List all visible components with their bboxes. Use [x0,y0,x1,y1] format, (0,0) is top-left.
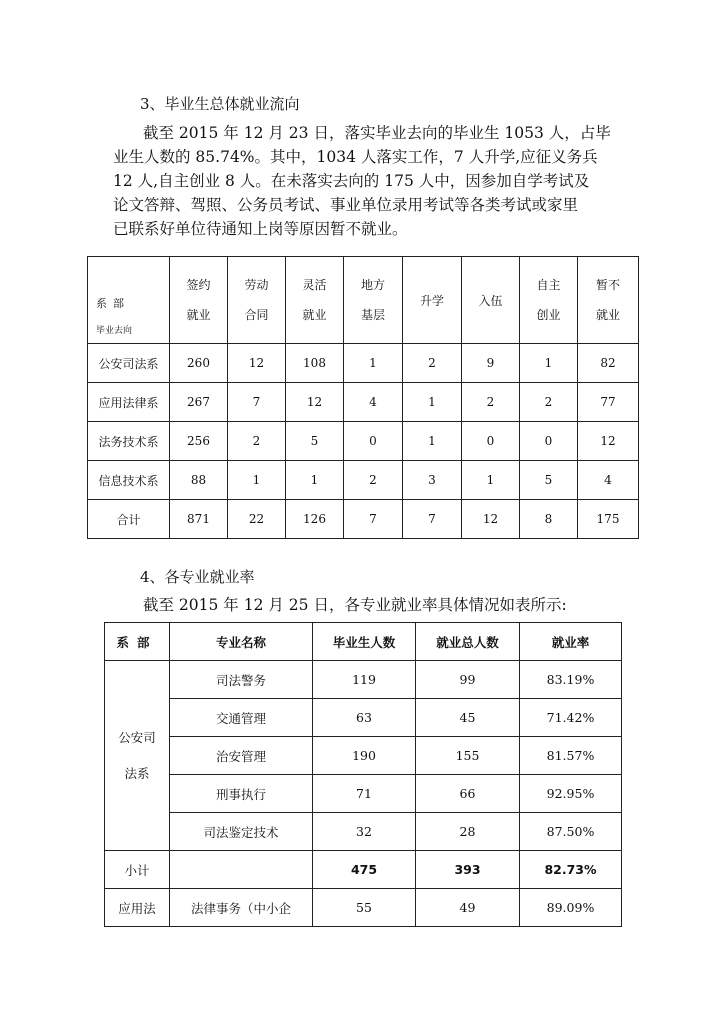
table-row: 应用法律系 267 7 12 4 1 2 2 77 [88,383,639,422]
table2-subtotal-row: 小计 475 393 82.73% [105,851,622,889]
header-major: 专业名称 [170,623,313,661]
table-row: 法务技术系 256 2 5 0 1 0 0 12 [88,422,639,461]
table-row: 公安司 法系 司法警务 119 99 83.19% [105,661,622,699]
section4-line: 截至 2015 年 12 月 25 日，各专业就业率具体情况如表所示: [143,596,567,614]
header-not-employed: 暂不 就业 [578,257,639,344]
graduate-destination-table [87,256,639,539]
paragraph-line-2: 业生人数的 85.74%。其中，1034 人落实工作，7 人升学,应征义务兵 [113,148,598,166]
dept-police-justice: 公安司 法系 [105,661,170,851]
header-further-study: 升学 [403,257,462,344]
header-self-employed: 自主 创业 [520,257,578,344]
paragraph-line-3: 12 人,自主创业 8 人。在未落实去向的 175 人中，因参加自学考试及 [113,172,590,190]
table-row: 交通管理 63 45 71.42% [105,699,622,737]
table-row: 刑事执行 71 66 92.95% [105,775,622,813]
paragraph-line-1: 截至 2015 年 12 月 23 日，落实毕业去向的毕业生 1053 人，占毕 [143,124,611,142]
header-signed: 签约 就业 [170,257,228,344]
major-employment-rate-table [104,622,622,927]
table-row: 公安司法系 260 12 108 1 2 9 1 82 [88,344,639,383]
section4-heading: 4、各专业就业率 [140,568,255,586]
header-employed-total: 就业总人数 [416,623,520,661]
paragraph-line-5: 已联系好单位待通知上岗等原因暂不就业。 [113,220,408,238]
header-department: 系部 [105,623,170,661]
header-flexible: 灵活 就业 [286,257,344,344]
table-row: 司法鉴定技术 32 28 87.50% [105,813,622,851]
corner-destination-label: 毕业去向 [96,326,133,336]
header-graduates: 毕业生人数 [313,623,416,661]
section3-heading: 3、毕业生总体就业流向 [140,95,300,113]
table-row: 应用法 法律事务（中小企 55 49 89.09% [105,889,622,927]
header-enlist: 入伍 [462,257,520,344]
corner-dept-label: 系部 [96,297,130,310]
section3-paragraph [113,121,638,241]
header-employment-rate: 就业率 [520,623,622,661]
table1-header-row [88,257,639,344]
table1-total-row: 合计 871 22 126 7 7 12 8 175 [88,500,639,539]
table-row: 治安管理 190 155 81.57% [105,737,622,775]
table1-corner-cell [88,257,170,344]
header-local-grassroots: 地方 基层 [344,257,403,344]
table-row: 信息技术系 88 1 1 2 3 1 5 4 [88,461,639,500]
header-labor-contract: 劳动 合同 [228,257,286,344]
paragraph-line-4: 论文答辩、驾照、公务员考试、事业单位录用考试等各类考试或家里 [113,196,579,214]
table2-header-row [105,623,622,661]
